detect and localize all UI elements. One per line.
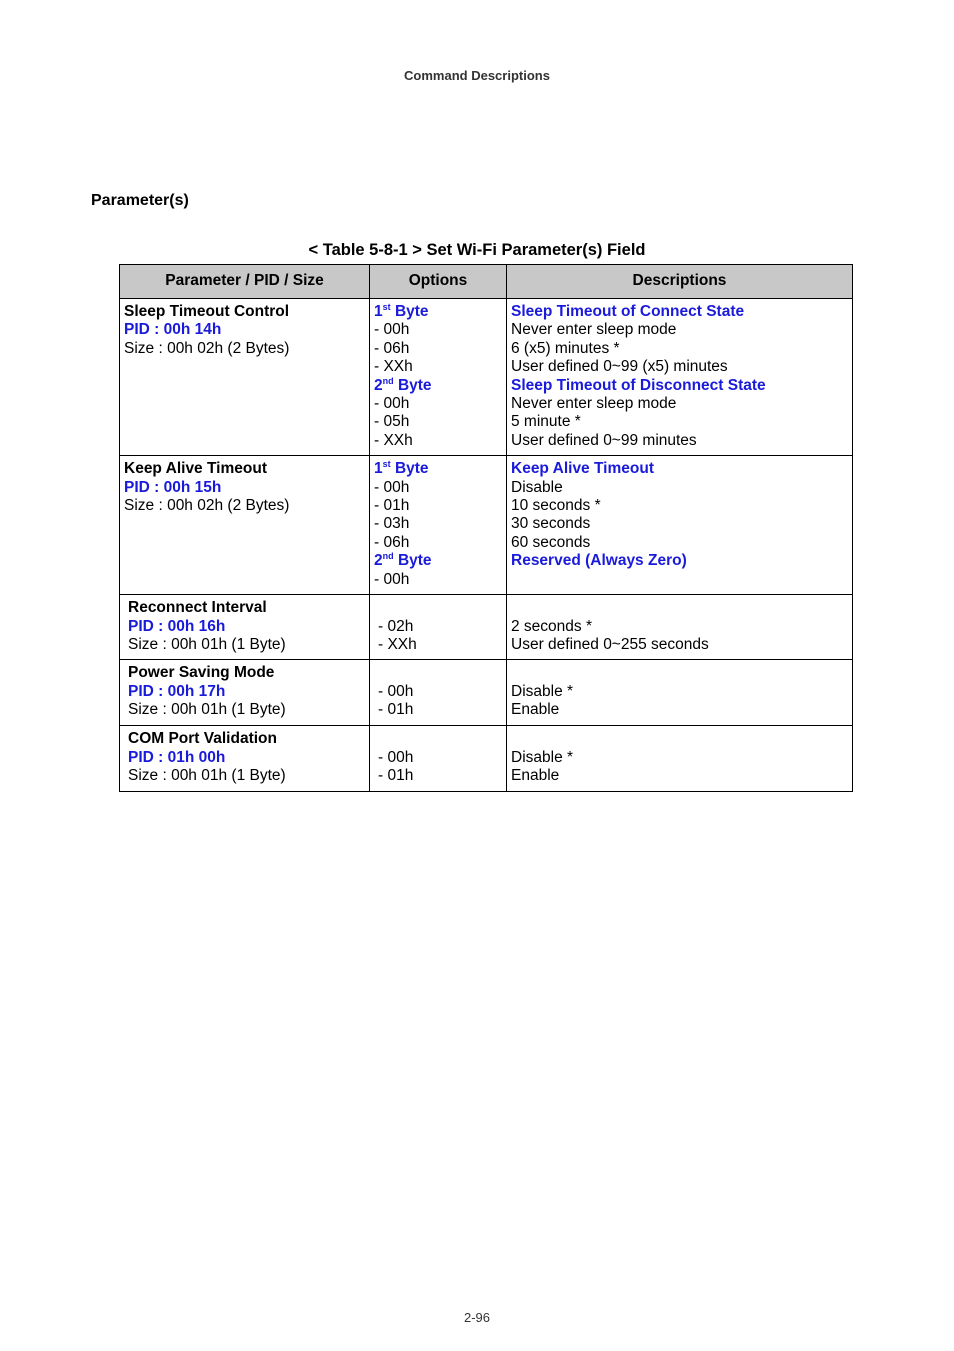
description-line: 2 seconds * bbox=[511, 617, 592, 635]
parameter-pid: PID : 00h 14h bbox=[124, 321, 222, 339]
parameter-cell bbox=[120, 456, 370, 595]
description-title: Sleep Timeout of Connect State bbox=[511, 303, 745, 320]
column-header-options: Options bbox=[370, 265, 507, 299]
parameter-pid: PID : 00h 17h bbox=[128, 682, 226, 700]
option-value: - 05h bbox=[374, 413, 410, 431]
option-value: - 06h bbox=[374, 339, 410, 357]
option-value: - 01h bbox=[374, 497, 410, 515]
parameter-cell bbox=[120, 299, 370, 456]
description-cell bbox=[507, 456, 853, 595]
page-header: Command Descriptions bbox=[404, 68, 550, 83]
description-line: Enable bbox=[511, 701, 560, 719]
parameter-size: Size : 00h 01h (1 Byte) bbox=[128, 767, 286, 785]
options-cell bbox=[370, 595, 507, 660]
description-line: 60 seconds bbox=[511, 533, 591, 551]
option-value: - 00h bbox=[374, 321, 410, 339]
option-value: - XXh bbox=[374, 358, 413, 376]
parameter-name: Reconnect Interval bbox=[128, 599, 267, 617]
parameter-name: Keep Alive Timeout bbox=[124, 460, 267, 478]
options-cell bbox=[370, 456, 507, 595]
parameter-size: Size : 00h 02h (2 Bytes) bbox=[124, 339, 290, 357]
table-row bbox=[120, 595, 853, 660]
byte-label: 2nd Byte bbox=[374, 375, 432, 394]
parameter-cell bbox=[120, 726, 370, 791]
table-row bbox=[120, 299, 853, 456]
parameter-name: Power Saving Mode bbox=[128, 664, 275, 682]
table-row bbox=[120, 660, 853, 726]
column-header-descriptions: Descriptions bbox=[507, 265, 853, 299]
parameter-pid: PID : 00h 15h bbox=[124, 478, 222, 496]
option-value: - 03h bbox=[374, 515, 410, 533]
page-number: 2-96 bbox=[463, 1310, 491, 1325]
description-cell bbox=[507, 660, 853, 726]
byte-label: 1st Byte bbox=[374, 459, 429, 478]
description-line: User defined 0~99 (x5) minutes bbox=[511, 358, 728, 376]
option-value: - 00h bbox=[378, 682, 414, 700]
table-caption: < Table 5-8-1 > Set Wi-Fi Parameter(s) Field bbox=[308, 241, 646, 259]
option-value: - 00h bbox=[374, 570, 410, 588]
parameter-cell bbox=[120, 595, 370, 660]
byte-label: 2nd Byte bbox=[374, 551, 432, 570]
description-line: Disable bbox=[511, 478, 563, 496]
description-line: Never enter sleep mode bbox=[511, 321, 677, 339]
column-header-parameter: Parameter / PID / Size bbox=[120, 265, 370, 299]
option-value: - 00h bbox=[374, 395, 410, 413]
description-line: 10 seconds * bbox=[511, 497, 601, 515]
option-value: - 02h bbox=[378, 617, 414, 635]
parameter-cell bbox=[120, 660, 370, 726]
description-line: User defined 0~99 minutes bbox=[511, 431, 697, 449]
option-value: - 01h bbox=[378, 701, 414, 719]
description-line: Disable * bbox=[511, 682, 574, 700]
description-line: Disable * bbox=[511, 748, 574, 766]
parameter-pid: PID : 00h 16h bbox=[128, 617, 226, 635]
options-cell bbox=[370, 660, 507, 726]
option-value: - XXh bbox=[378, 636, 417, 654]
description-title: Reserved (Always Zero) bbox=[511, 552, 687, 570]
option-value: - 00h bbox=[374, 478, 410, 496]
description-cell bbox=[507, 726, 853, 791]
description-line: Enable bbox=[511, 767, 560, 785]
parameter-name: Sleep Timeout Control bbox=[124, 303, 290, 320]
description-line: User defined 0~255 seconds bbox=[511, 636, 709, 654]
byte-label: 1st Byte bbox=[374, 302, 429, 320]
parameter-size: Size : 00h 02h (2 Bytes) bbox=[124, 497, 290, 515]
description-cell bbox=[507, 595, 853, 660]
table-row bbox=[120, 456, 853, 595]
description-title: Sleep Timeout of Disconnect State bbox=[511, 376, 766, 394]
description-line: 5 minute * bbox=[511, 413, 581, 431]
description-line: Never enter sleep mode bbox=[511, 395, 677, 413]
section-title: Parameter(s) bbox=[91, 192, 189, 209]
parameter-name: COM Port Validation bbox=[128, 730, 277, 748]
table-header-row bbox=[120, 265, 853, 299]
options-cell bbox=[370, 726, 507, 791]
description-title: Keep Alive Timeout bbox=[511, 460, 654, 478]
table-row bbox=[120, 726, 853, 791]
option-value: - 00h bbox=[378, 748, 414, 766]
parameters-table bbox=[119, 264, 853, 792]
parameter-size: Size : 00h 01h (1 Byte) bbox=[128, 636, 286, 654]
option-value: - 06h bbox=[374, 533, 410, 551]
description-cell bbox=[507, 299, 853, 456]
option-value: - 01h bbox=[378, 767, 414, 785]
description-line: 6 (x5) minutes * bbox=[511, 339, 620, 357]
options-cell bbox=[370, 299, 507, 456]
parameter-size: Size : 00h 01h (1 Byte) bbox=[128, 701, 286, 719]
description-line: 30 seconds bbox=[511, 515, 591, 533]
option-value: - XXh bbox=[374, 431, 413, 449]
parameter-pid: PID : 01h 00h bbox=[128, 748, 226, 766]
